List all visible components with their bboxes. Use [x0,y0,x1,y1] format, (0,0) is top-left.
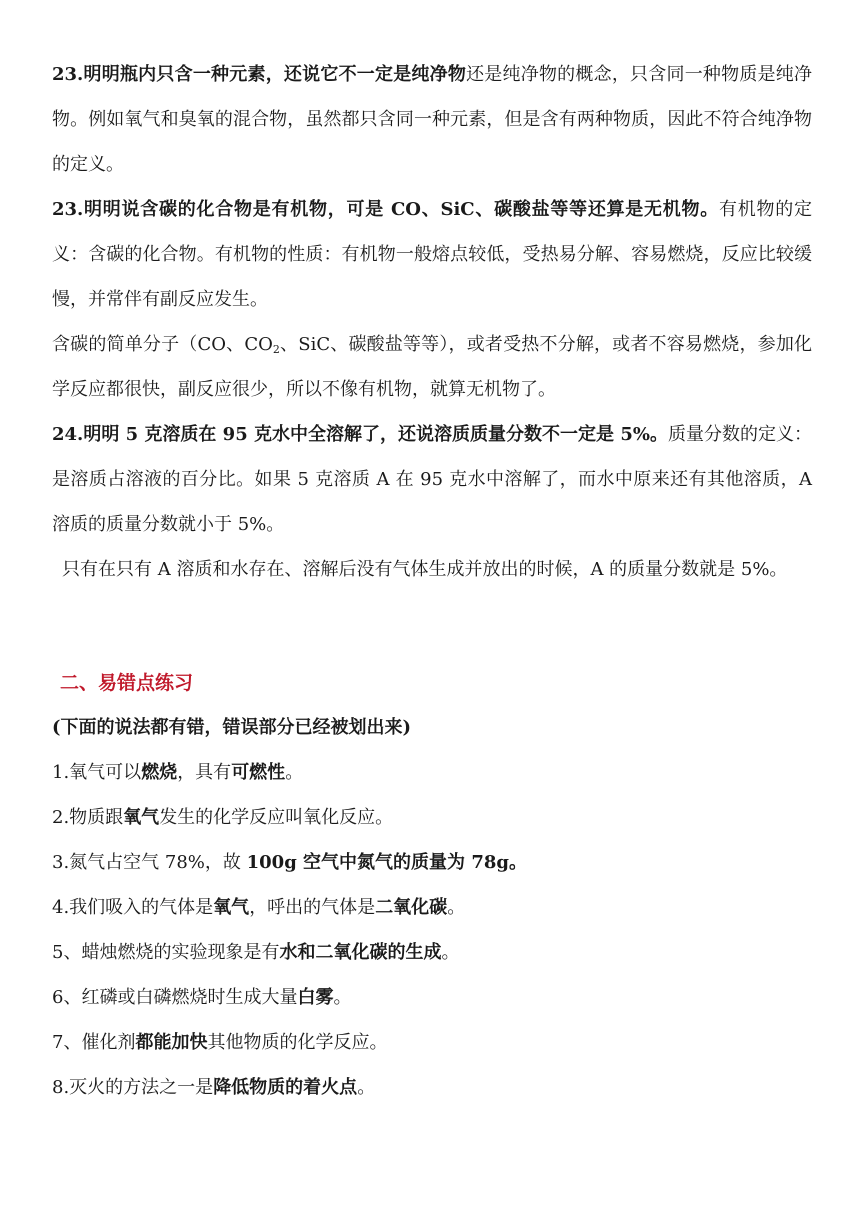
item-body: 还是纯净物的概念，只含同一种物质是纯净物。例如氧气和臭氧的混合物，虽然都只含同一种元素，但是含有两种物质，因此不符合纯净物的定义。 [52,64,812,175]
item-body: 有机物的定义：含碳的化合物。有机物的性质：有机物一般熔点较低，受热易分解、容易燃烧，反应比较缓慢，并常伴有副反应发生。 [52,199,813,310]
paragraph-item-23b-extra [52,322,812,412]
exercise-text: 其他物质的化学反应。 [207,1032,388,1053]
subscript: 2 [272,343,280,356]
exercise-3 [52,840,812,885]
exercise-text: ，具有 [177,762,232,783]
paragraph-item-23b [52,187,812,322]
exercise-error-part: 水和二氧化碳的生成 [279,942,442,963]
exercise-error-part: 100g 空气中氮气的质量为 78g。 [246,852,527,873]
exercise-text: 3.氮气占空气 78%，故 [52,852,247,873]
exercise-text: 7、催化剂 [52,1032,136,1053]
exercise-text: 。 [357,1077,376,1098]
exercise-5 [52,930,812,975]
exercise-4 [52,885,812,930]
exercise-text: ，呼出的气体是 [249,897,376,918]
exercise-text: 。 [447,897,466,918]
exercise-8 [52,1065,812,1110]
exercise-error-part: 都能加快 [135,1032,208,1053]
exercise-error-part: 白雾 [297,987,334,1008]
exercise-text: 发生的化学反应叫氧化反应。 [159,807,394,828]
exercise-2 [52,795,812,840]
item-heading: 24.明明 5 克溶质在 95 克水中全溶解了，还说溶质质量分数不一定是 5%。 [52,424,668,445]
item-body: 质量分数的定义：是溶质占溶液的百分比。如果 5 克溶质 A 在 95 克水中溶解了，而水中原来还有其他溶质，A 溶质的质量分数就小于 5%。 [52,424,812,535]
exercise-text: 6、红磷或白磷燃烧时生成大量 [52,987,298,1008]
exercise-error-part: 降低物质的着火点 [213,1077,358,1098]
item-heading: 23.明明瓶内只含一种元素，还说它不一定是纯净物 [52,64,467,85]
exercise-text: 4.我们吸入的气体是 [52,897,214,918]
exercise-6 [52,975,812,1020]
item-heading: 23.明明说含碳的化合物是有机物，可是 CO、SiC、碳酸盐等等还算是无机物。 [52,199,720,220]
exercise-text: 。 [285,762,304,783]
section-title: 二、易错点练习 [60,672,194,694]
exercise-text: 。 [441,942,460,963]
spacer [52,592,812,636]
exercise-1 [52,750,812,795]
document-page [52,52,812,1110]
exercise-text: 1.氧气可以 [52,762,142,783]
item-body-pre: 含碳的简单分子（CO、CO [52,334,273,355]
paragraph-item-24 [52,412,812,547]
section-note: (下面的说法都有错，错误部分已经被划出来) [52,717,412,738]
paragraph-item-24-extra: 只有在只有 A 溶质和水存在、溶解后没有气体生成并放出的时候，A 的质量分数就是 5%。 [62,559,788,580]
exercise-text: 。 [333,987,352,1008]
exercise-error-part: 氧气 [123,807,160,828]
exercise-text: 2.物质跟 [52,807,124,828]
item-body-post: 、SiC、碳酸盐等等），或者受热不分解，或者不容易燃烧，参加化学反应都很快，副反应很少，所以不像有机物，就算无机物了。 [52,334,812,400]
exercise-error-part: 氧气 [213,897,250,918]
exercise-text: 8.灭火的方法之一是 [52,1077,214,1098]
exercise-error-part: 燃烧 [141,762,178,783]
exercise-7 [52,1020,812,1065]
paragraph-item-23a [52,52,812,187]
exercise-error-part: 可燃性 [231,762,286,783]
exercise-text: 5、蜡烛燃烧的实验现象是有 [52,942,280,963]
exercise-error-part: 二氧化碳 [375,897,448,918]
